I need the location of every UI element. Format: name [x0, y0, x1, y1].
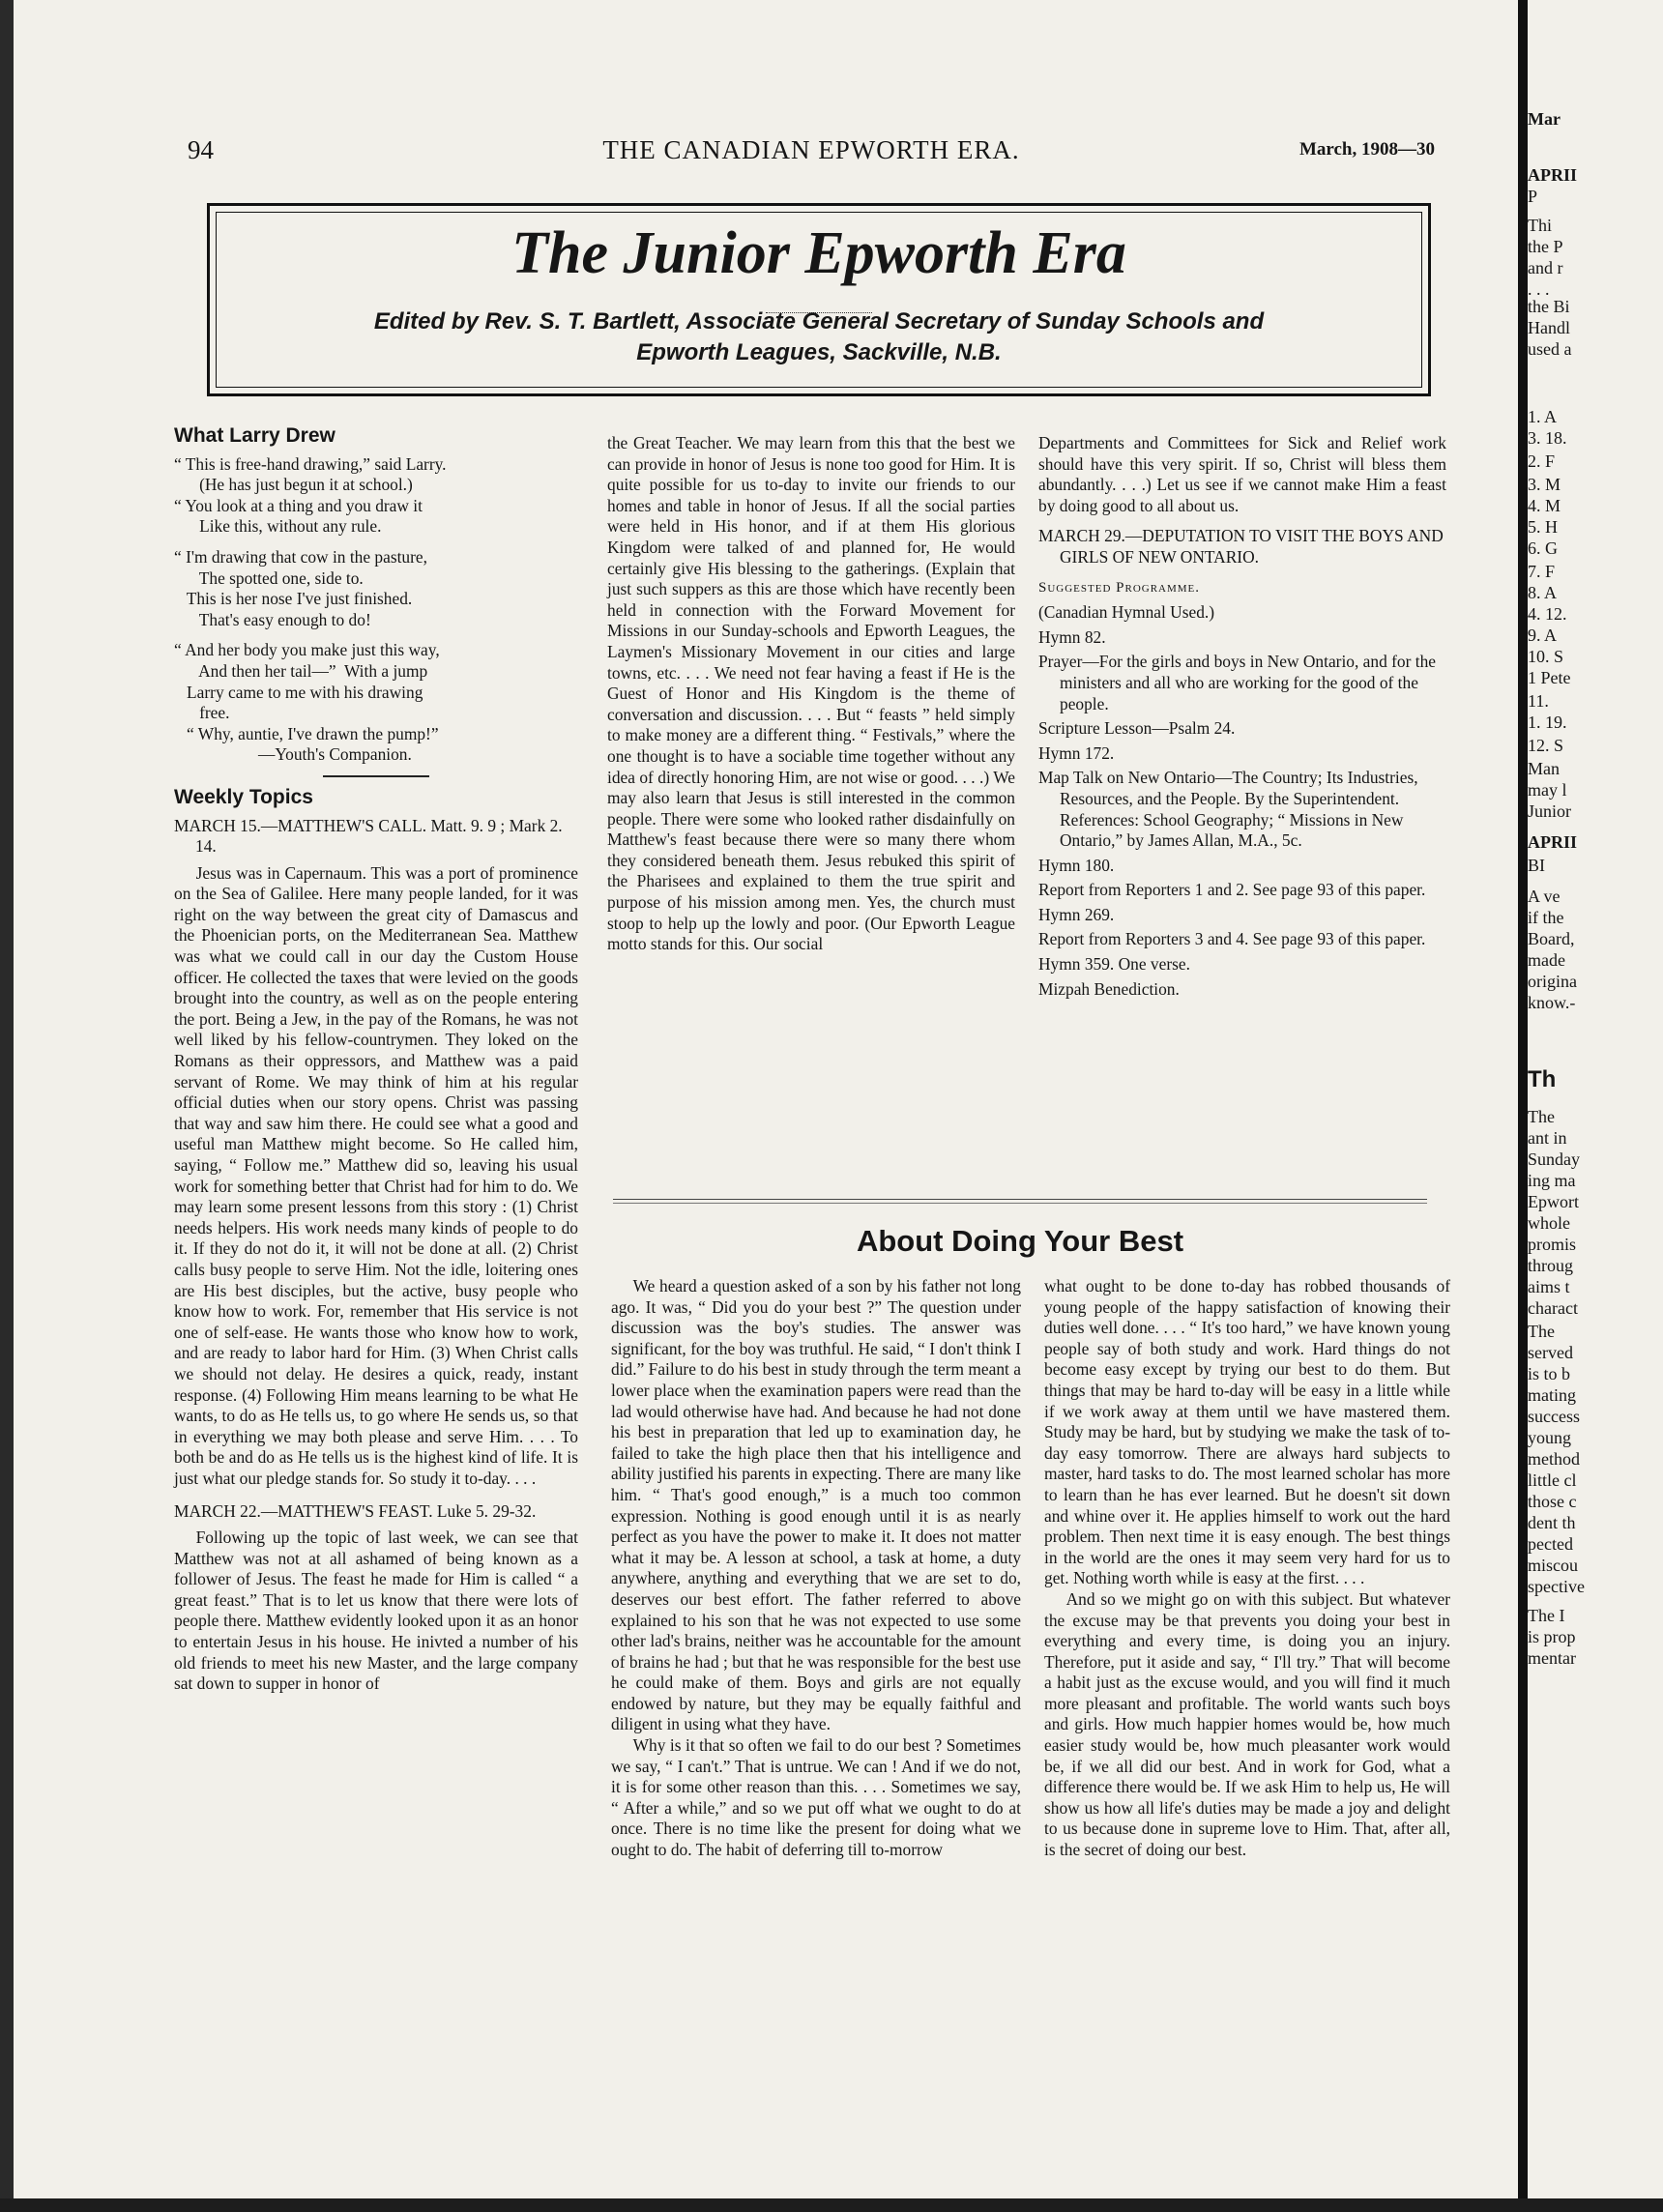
- page-number: 94: [188, 135, 214, 164]
- programme-item: Hymn 172.: [1038, 742, 1115, 763]
- binding-gutter: [1518, 0, 1528, 2212]
- facing-page-fragment: promis: [1528, 1235, 1577, 1254]
- poem-line: The spotted one, side to.: [174, 568, 364, 588]
- facing-page-fragment: may l: [1528, 780, 1567, 800]
- facing-page-fragment: 3. M: [1528, 475, 1561, 494]
- running-header: [188, 135, 1435, 174]
- programme-item: Hymn 359. One verse.: [1038, 954, 1190, 975]
- programme-list: [1038, 627, 1446, 1001]
- facing-page-fragment: Board,: [1528, 929, 1575, 948]
- programme-heading: Suggested Programme.: [1038, 579, 1201, 596]
- column-rule: [323, 775, 429, 777]
- topic-1-body: Jesus was in Capernaum. This was a port of prominence on the Sea of Galilee. Here many people landed, for it was right on the way between the great city of Damascus and the Phoenician ports, on the Mediterranean Sea. Matthew was what we could call in our day the Custom House officer. He collected the taxes that were levied on the goods brought into the country, as well as on the people entering the port. Being a Jew, in the pay of the Romans, he was not well liked by his fellow-countrymen. They loked on the Romans as their oppressors, and Matthew was a paid servant of Rome. We may think of him at his regular official duties when our story opens. Christ was passing that way and saw him there. He could see what a good and useful man Matthew might become. So He called him, saying, “ Follow me.” Matthew did so, leaving his usual work for something better that Christ had for him to do. We may learn some present lessons from this story : (1) Christ needs helpers. His work needs many kinds of people to do it. If they do not do it, it will not be done at all. (2) Christ calls busy people to serve Him. Not the idle, loitering ones are His best disciples, but the active, busy people who know how to work. For, remember that His service is not one of self-ease. He wants those who know how to work, and are ready to labor hard for Him. (3) When Christ calls we should not delay. He desires a quick, ready, instant response. (4) Following Him means learning to be what He wants, to do as He tells us, to go where He sends us, so that in everything we may both please and serve Him. . . . To both be and do as He tells us is the highest kind of life. It is just what our pledge stands for. So study it to-day. . . .: [174, 862, 578, 1488]
- facing-page-fragment: 6. G: [1528, 538, 1558, 558]
- facing-page-fragment: 7. F: [1528, 562, 1556, 581]
- poem-line: This is her nose I've just finished.: [174, 589, 413, 609]
- programme-item: Mizpah Benediction.: [1038, 978, 1180, 999]
- facing-page-fragment: miscou: [1528, 1556, 1578, 1575]
- poem-line: “ And her body you make just this way,: [174, 640, 440, 660]
- topic-2-title: MARCH 22.—MATTHEW'S FEAST. Luke 5. 29-32.: [174, 1500, 537, 1521]
- facing-page-fragment: 1 Pete: [1528, 668, 1571, 687]
- column-2: [607, 433, 1015, 955]
- facing-page-fragment: dent th: [1528, 1513, 1576, 1532]
- facing-page-fragment: is prop: [1528, 1627, 1576, 1646]
- poem-heading: What Larry Drew: [174, 424, 336, 447]
- facing-page-fragment: Epwort: [1528, 1192, 1579, 1211]
- scan-edge: [0, 2198, 1663, 2212]
- programme-item: Map Talk on New Ontario—The Country; Its Industries, Resources, and the People. By the Superintendent. References: School Geography; “ Missions in New Ontario,” by James Allan, M.A., 5c.: [1038, 768, 1418, 851]
- facing-page-fragment: APRII: [1528, 165, 1578, 185]
- facing-page-fragment: used a: [1528, 339, 1572, 359]
- facing-page-fragment: 3. 18.: [1528, 428, 1567, 448]
- facing-page-fragment: Mar: [1528, 109, 1561, 129]
- hymnal-note: (Canadian Hymnal Used.): [1038, 602, 1215, 623]
- facing-page-fragment: throug: [1528, 1256, 1573, 1275]
- programme-item: Prayer—For the girls and boys in New Ontario, and for the ministers and all who are working for the good of the people.: [1038, 652, 1437, 713]
- facing-page-fragment: 1. 19.: [1528, 713, 1567, 732]
- column-1: [174, 425, 578, 1695]
- programme-item: Report from Reporters 1 and 2. See page 93 of this paper.: [1038, 880, 1426, 900]
- facing-page-fragment: Th: [1528, 1066, 1557, 1092]
- editor-line-1: Edited by Rev. S. T. Bartlett, Associate General Secretary of Sunday Schools and: [373, 308, 1265, 335]
- facing-page-fragment: 2. F: [1528, 451, 1556, 471]
- facing-page-fragment: and r: [1528, 258, 1563, 277]
- topic-2-body-continued: the Great Teacher. We may learn from this that the best we can provide in honor of Jesus is none too good for Him. It is quite possible for us to-day to invite our friends to our homes and table in honor of Jesus. If all the social parties were held in His honor, and if at them His glorious Kingdom were talked of and planned for, He would certainly give His blessing to the gatherings. (Explain that just such suppers as this are those which have recently been held in connection with the Forward Movement for Missions in our Sunday-schools and Epworth Leagues, the Laymen's Missionary Movement in our cities and large towns, etc. . . . We need not fear having a feast if He is the Guest of Honor and His Kingdom is the theme of conversation and discussion. . . . But “ feasts ” held simply to make money are a different thing. “ Festivals,” where the one thought is to have a sociable time together without any idea of directly honoring Him, are not wise or good. . . .) We may also learn that Jesus is still interested in the common people. There were some who looked rather disdainfully on Matthew's feast because there were so many there whom they considered beneath them. Jesus rebuked this spirit of the Pharisees and explained to them the true spirit and purpose of his mission among men. Yes, the church must stoop to help up the lowly and poor. (Our Epworth League motto stands for this. Our social: [607, 433, 1015, 954]
- topic-3-title: MARCH 29.—DEPUTATION TO VISIT THE BOYS AND GIRLS OF NEW ONTARIO.: [1038, 526, 1444, 567]
- programme-item: Report from Reporters 3 and 4. See page 93 of this paper.: [1038, 929, 1426, 949]
- facing-page-fragment: 9. A: [1528, 626, 1558, 645]
- weekly-topics-heading: Weekly Topics: [174, 785, 313, 808]
- programme-item: Hymn 180.: [1038, 855, 1115, 875]
- facing-page-fragment: APRII: [1528, 832, 1578, 852]
- poem-line: Like this, without any rule.: [174, 516, 382, 537]
- column-5: [1044, 1276, 1450, 1861]
- facing-page-fragment: BI: [1528, 856, 1545, 875]
- poem-line: “ You look at a thing and you draw it: [174, 495, 423, 515]
- section-divider: [613, 1199, 1427, 1200]
- poem-line: —Youth's Companion.: [174, 744, 412, 765]
- facing-page-fragment: 4. M: [1528, 496, 1561, 515]
- facing-page-fragment: ing ma: [1528, 1171, 1576, 1190]
- facing-page-fragment: little cl: [1528, 1470, 1577, 1490]
- facing-page-fragment: Thi: [1528, 216, 1552, 235]
- facing-page-fragment: the P: [1528, 237, 1563, 256]
- topic-2-body-end: Departments and Committees for Sick and Relief work should have this very spirit. If so, Christ will bless them abundantly. . . .) Let us see if we cannot make Him a feast by doing good to all about us.: [1038, 433, 1446, 515]
- programme-item: Hymn 82.: [1038, 626, 1106, 647]
- programme-item: Hymn 269.: [1038, 904, 1115, 924]
- facing-page-fragment: 5. H: [1528, 517, 1558, 537]
- masthead: [207, 203, 1431, 396]
- poem-line: That's easy enough to do!: [174, 609, 371, 629]
- facing-page-fragment: Junior: [1528, 801, 1571, 821]
- article-heading: About Doing Your Best: [856, 1224, 1184, 1258]
- facing-page-fragment: The: [1528, 1107, 1555, 1126]
- topic-1-title: MARCH 15.—MATTHEW'S CALL. Matt. 9. 9 ; Mark 2. 14.: [174, 815, 563, 857]
- poem-line: free.: [174, 703, 230, 723]
- facing-page-fragment: 10. S: [1528, 647, 1564, 666]
- publication-title: THE CANADIAN EPWORTH ERA.: [602, 135, 1020, 164]
- poem-line: “ I'm drawing that cow in the pasture,: [174, 546, 427, 567]
- facing-page-fragment: the Bi: [1528, 297, 1570, 316]
- facing-page-fragment: aims t: [1528, 1277, 1570, 1296]
- facing-page-fragment: success: [1528, 1407, 1580, 1426]
- poem-line: [174, 630, 578, 640]
- facing-page-fragment: charact: [1528, 1298, 1578, 1318]
- best-paragraph-1: We heard a question asked of a son by his father not long ago. It was, “ Did you do your best ?” The question under discussion was the boy's studies. The answer was significant, for the boy was truthful. He said, “ I don't think I did.” Failure to do his best in study through the term meant a lower place when the examination papers were read than the lad would otherwise have had. And because he had not done his best in preparation that led up to examination day, he failed to take the high place then that his intelligence and ability justified his parents in expecting. There are many like him. “ That's good enough,” is a much too common expression. Nothing is good enough until it is as nearly perfect as you have the power to make it. It does not matter what it may be. A lesson at school, a task at home, a duty anywhere, anything and everything that we are set to do, deserves our best effort. The father referred to above explained to his son that he was not expected to use some other lad's brains, neither was he accountable for the amount of brains he had ; but that he was responsible for the best use he could make of them. Boys and girls are not equally endowed by nature, but they may be equally faithful and diligent in using what they have.: [611, 1276, 1021, 1734]
- facing-page-fragment: mentar: [1528, 1648, 1576, 1668]
- facing-page-fragment: origina: [1528, 972, 1577, 991]
- column-3: [1038, 433, 1446, 1004]
- facing-page-fragment: The: [1528, 1322, 1555, 1341]
- facing-page-fragment: 4. 12.: [1528, 604, 1567, 624]
- facing-page-fragment: if the: [1528, 908, 1564, 927]
- facing-page-fragment: spective: [1528, 1577, 1585, 1596]
- facing-page-fragment: whole: [1528, 1213, 1570, 1233]
- facing-page-fragment: know.-: [1528, 993, 1576, 1012]
- poem: [174, 454, 578, 766]
- poem-line: [174, 538, 578, 547]
- column-4: [611, 1276, 1021, 1861]
- poem-line: “ This is free-hand drawing,” said Larry.: [174, 453, 447, 474]
- issue-date: March, 1908—30: [1298, 139, 1435, 160]
- poem-line: And then her tail—” With a jump: [174, 660, 428, 681]
- facing-page-fragment: Sunday: [1528, 1150, 1580, 1169]
- facing-page-fragment: ant in: [1528, 1128, 1567, 1148]
- programme-item: Scripture Lesson—Psalm 24.: [1038, 718, 1236, 739]
- best-paragraph-2: Why is it that so often we fail to do our best ? Sometimes we say, “ I can't.” That is untrue. We can ! And if we do not, it is for some other reason than this. . . . Sometimes we say, “ After a while,” and so we put off what we ought to do at once. There is no time like the present for doing what we ought to do. The habit of deferring till to-morrow: [611, 1735, 1021, 1860]
- facing-page-fragment: 12. S: [1528, 736, 1564, 755]
- section-title: The Junior Epworth Era: [511, 220, 1126, 286]
- facing-page-fragment: 8. A: [1528, 583, 1558, 602]
- facing-page-fragment: served: [1528, 1343, 1573, 1362]
- best-paragraph-4: And so we might go on with this subject. But whatever the excuse may be that prevents you doing your best in everything and every time, is doing you an injury. Therefore, put it aside and say, “ I'll try.” That will become a habit just as the excuse would, and you will find it much more pleasant and profitable. The world wants such boys and girls. How much happier homes would be, how much easier study would be, how much pleasanter work would be, if we all did our best. And in work for God, what a difference there would be. If we ask Him to help us, He will show us how all life's duties may be made a joy and delight to us because done in supreme love to Him. That, after all, is the secret of doing our best.: [1044, 1588, 1450, 1860]
- editor-credit: [239, 306, 1399, 368]
- facing-page-fragment: Handl: [1528, 318, 1570, 337]
- best-paragraph-3: what ought to be done to-day has robbed thousands of young people of the happy satisfaction of knowing their duties well done. . . . “ It's too hard,” we have known young people say of both study and work. Hard things do not become easy except by trying our best to do them. But things that may be hard to-day will be easy in a little while if we work away at them until we have mastered them. Study may be hard, but by studying we make the task of to-day easy tomorrow. There are always hard subjects to master, hard tasks to do. The most learned scholar has more to learn than he has ever learned. But he doesn't sit down and whine over it. He applies himself to work out the hard problem. Then next time it is easy enough. The best things in the world are the ones it may seem very hard for us to get. Nothing worth while is easy at the first. . . .: [1044, 1276, 1450, 1588]
- facing-page-fragment: mating: [1528, 1385, 1576, 1405]
- poem-line: (He has just begun it at school.): [174, 475, 413, 495]
- facing-page-fragment: 11.: [1528, 691, 1549, 711]
- poem-line: “ Why, auntie, I've drawn the pump!”: [174, 723, 439, 743]
- facing-page-fragment: A ve: [1528, 887, 1561, 906]
- facing-page-fragment: 1. A: [1528, 407, 1558, 426]
- facing-page-fragment: P: [1528, 187, 1538, 206]
- facing-page-fragment: . . .: [1528, 279, 1550, 299]
- section-divider-2: [613, 1203, 1427, 1204]
- topic-2-body: Following up the topic of last week, we can see that Matthew was not at all ashamed of being known as a follower of Jesus. The feast he made for Him is called “ a great feast.” That is to let us know that there were lots of people there. Matthew evidently looked upon it as an honor to entertain Jesus in his house. He inivted a number of his old friends to meet his new Master, and the large company sat down to supper in honor of: [174, 1528, 578, 1694]
- facing-page-fragment: The I: [1528, 1606, 1565, 1625]
- poem-line: Larry came to me with his drawing: [174, 682, 423, 702]
- facing-page-fragment: is to b: [1528, 1364, 1571, 1383]
- facing-page-fragment: those c: [1528, 1492, 1577, 1511]
- facing-page-fragment: made: [1528, 950, 1565, 970]
- facing-page-edge: [1528, 0, 1663, 2212]
- facing-page-fragment: young: [1528, 1428, 1571, 1447]
- facing-page-fragment: method: [1528, 1449, 1580, 1469]
- editor-line-2: Epworth Leagues, Sackville, N.B.: [636, 339, 1002, 365]
- facing-page-fragment: Man: [1528, 759, 1560, 778]
- facing-page-fragment: pected: [1528, 1534, 1573, 1554]
